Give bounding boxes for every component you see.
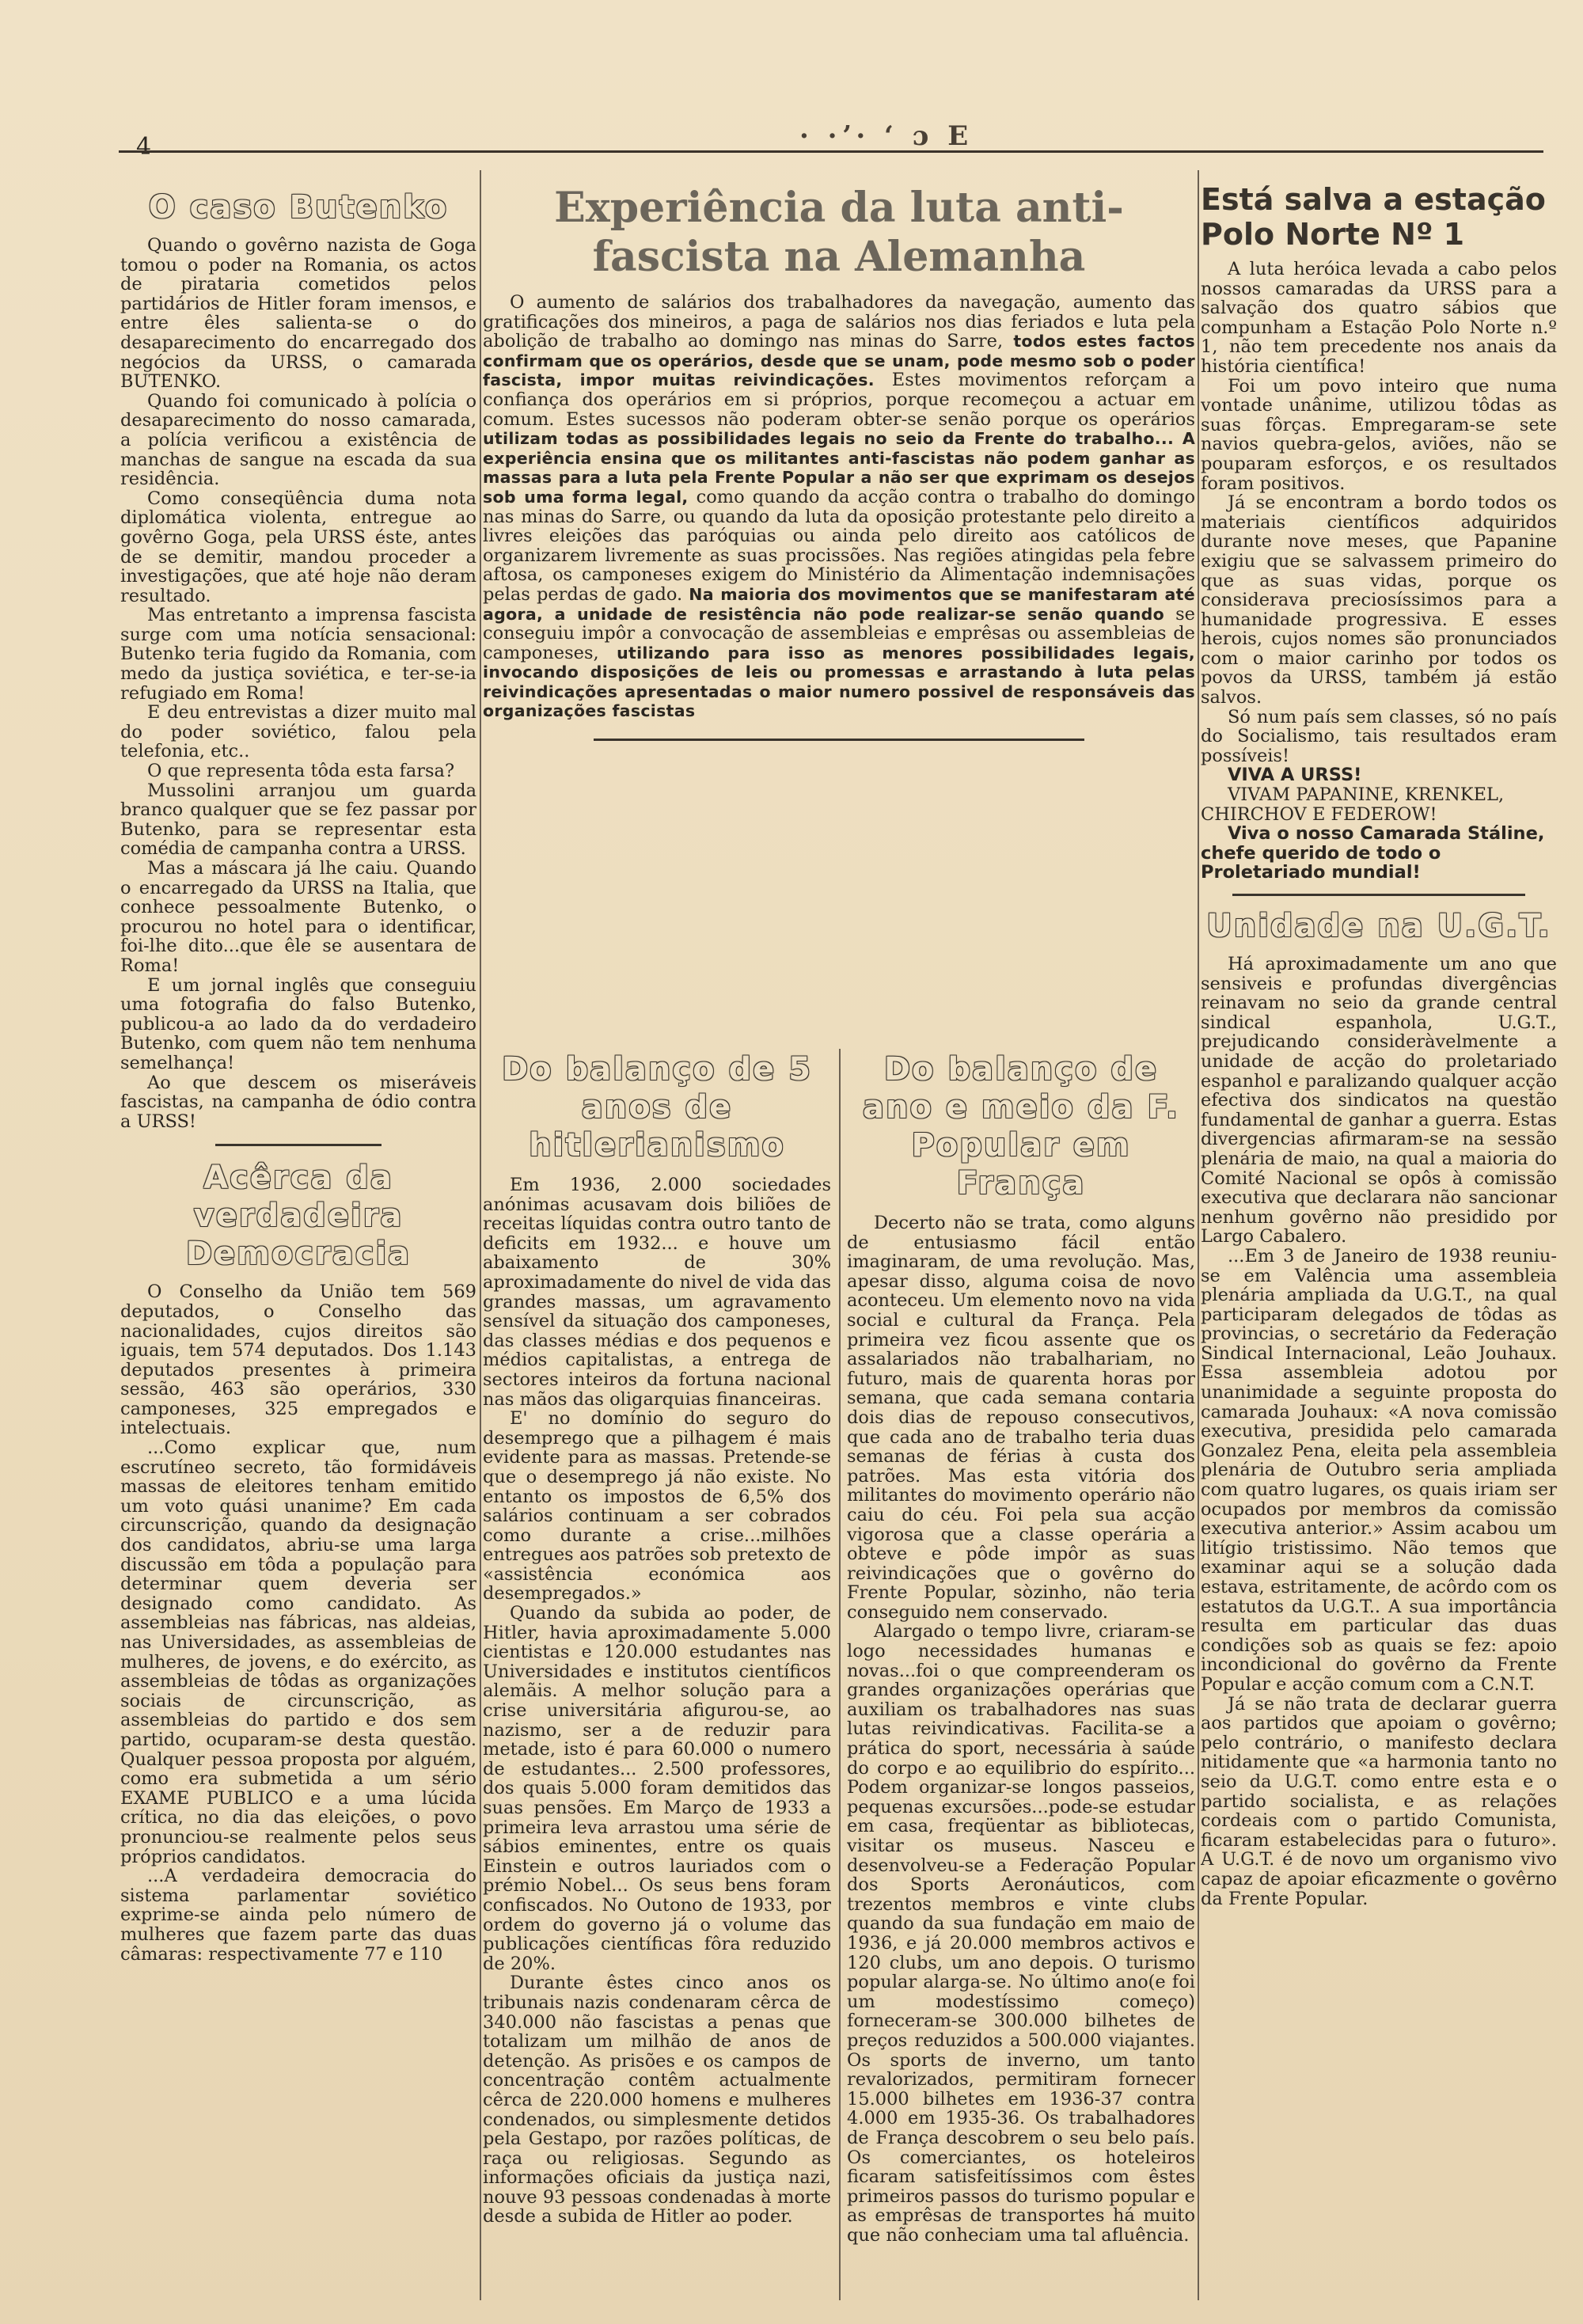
paragraph: Em 1936, 2.000 sociedades anónimas acusavam dois biliões de receitas líquidas contra outro tanto de deficits em 1932... e houve um abaixamento de 30% aproximadamente do nivel de vida das grandes massas, um agravamento sensível da situação dos camponeses, das classes médias e dos pequenos e médios capitalistas, a entrega de sectores inteiros da fortuna nacional nas mãos das oligarquias financeiras. [483,1175,831,1410]
center-subcolumns [483,1049,1195,2300]
article-butenko [120,236,476,1131]
paragraph: Decerto não se trata, como alguns de entusiasmo fácil então imaginaram, de uma revolução. Mas, apesar disso, alguma coisa de novo aconteceu. Um elemento novo na vida social e cultural da França. Pela primeira vez ficou assente que os assalariados não trabalhariam, no futuro, mais de quarenta horas por semana, que cada semana contaria dois dias de repouso consecutivos, que cada ano de trabalho teria duas semanas de férias à custa dos patrões. Mas esta vitória dos militantes do movimento operário não caiu do céu. Foi pela sua acção vigorosa que a classe operária a obteve e pôde impôr as suas reivindicações que o govêrno do Frente Popular, sòzinho, não teria conseguido nem conservado. [847,1213,1195,1623]
paragraph: Quando da subida ao poder, de Hitler, havia aproximadamente 5.000 cientistas e 120.000 estudantes nas Universidades e institutos científicos alemãis. A melhor solução para a crise universitária afigurou-se, ao nazismo, ser a de reduzir para metade, isto é para 60.000 o numero de estudantes... 2.500 professores, dos quais 5.000 foram demitidos das suas pensões. Em Março de 1933 a primeira leva arrastou uma série de sábios eminentes, entre os quais Einstein e outros lauriados com o prémio Nobel... Os seus bens foram confiscados. No Outono de 1933, por ordem do governo já o volume das publicações científicas fôra reduzido de 20%. [483,1603,831,1974]
column-center [483,182,1195,2300]
paragraph: Ao que descem os miseráveis fascistas, na campanha de ódio contra a URSS! [120,1072,476,1132]
section-divider [1232,894,1525,896]
paragraph: Mussolini arranjou um guarda branco qualquer que se fez passar por Butenko, para se representar esta comédia de campanha contra a URSS. [120,780,476,860]
lead-text: se conseguiu impôr a convocação de assembleias e emprêsas ou assembleias de camponeses, [483,603,1195,663]
paragraph: ...Em 3 de Janeiro de 1938 reuniu-se em Valência uma assembleia plenária ampliada da U.G.T., na qual participaram delegados de tôdas as provincias, o secretário da Federação Sindical Internacional, Leão Jouhaux. Essa assembleia adotou por unanimidade a seguinte proposta do camarada Jouhaux: «A nova comissão executiva, presidida pelo camarada Gonzalez Pena, eleita pela assembleia plenária de Outubro seria ampliada com quatro lugares, os quais iriam ser ocupados por membros da comissão executiva anterior.» Assim acabou um litígio tristissimo. Não temos que examinar aqui se a solução dada estava, estritamente, de acôrdo com os estatutos da U.G.T.. A sua importância resulta em particular das duas condições sob as quais se fez: apoio incondicional do govêrno da Frente Popular e acção comum com a C.N.T. [1201,1245,1557,1695]
paragraph: Alargado o tempo livre, criaram-se logo necessidades humanas e novas...foi o que compreenderam os grandes organizações operárias que auxiliam os trabalhadores nas suas lutas reivindicativas. Facilita-se a prática do sport, necessária à saúde do corpo e ao equilibrio do espírito... Podem organizar-se longos passeios, pequenas excursões...pode-se estudar em casa, freqüentar as bibliotecas, visitar os museus. Nasceu e desenvolveu-se a Federação Popular dos Sports Aeronáuticos, com trezentos membros e vinte clubs quando da sua fundação em maio de 1936, e já 20.000 membros activos e 120 clubs, um ano depois. O turismo popular alarga-se. No último ano(e foi um modestíssimo começo) forneceram-se 300.000 bilhetes de preços reduzidos a 500.000 viajantes. Os sports de inverno, um tanto revalorizados, permitiram fornecer 15.000 bilhetes em 1936-37 contra 4.000 em 1935-36. Os trabalhadores de França descobrem o seu belo país. Os comerciantes, os hoteleiros ficaram satisfeitíssimos com êstes primeiros passos do turismo popular e as emprêsas de transportes há muito que não conheciam uma tal afluência. [847,1621,1195,2246]
paragraph: Já se encontram a bordo todos os materiais científicos adquiridos durante nove meses, que Papanine exigiu que se salvassem primeiro do que as suas vidas, porque os considerava preciosíssimos para a humanidade progressiva. E esses herois, cujos nomes são pronunciados com o maior carinho por todos os povos da URSS, também já estão salvos. [1201,492,1557,708]
headline-polo-norte: Está salva a estação Polo Norte Nº 1 [1201,182,1546,252]
paragraph: Mas a máscara já lhe caiu. Quando o encarregado da URSS na Italia, que conhece pessoalmente Butenko, o procurou no hotel para o identificar, foi-lhe dito...que êle se ausentara de Roma! [120,858,476,976]
lead-emphasis: utilizam todas as possibilidades legais no seio da Frente do trabalho... A experiência ensina que os militantes anti-fascistas não podem ganhar as massas para a luta pela Frente Popular a não ser que exprimam os desejos sob uma forma legal, [483,429,1195,507]
headline-butenko: O caso Butenko [148,189,449,226]
page-number: 4 [136,133,152,161]
slogan-staline [1201,824,1557,883]
column-left [120,182,476,2300]
article-polo-norte [1201,260,1557,883]
lead-text: O aumento de salários dos trabalhadores da navegação, aumento das gratificações dos mineiros, a paga de salários nos dias feriados e luta pela abolição de trabalho ao domingo nas minas do Sarre, [483,292,1195,352]
headline-alemanha: Experiência da luta anti-fascista na Alemanha [554,184,1124,281]
paragraph: Foi um povo inteiro que numa vontade unânime, utilizou tôdas as suas fôrças. Empregaram-se sete navios quebra-gelos, aviões, não se pouparam esforços, e os resultados foram positivos. [1201,375,1557,494]
headline-franca: Do balanço de ano e meio da F. Popular em França [862,1051,1180,1202]
paragraph: E' no domínio do seguro do desemprego que a pilhagem é mais evidente para as massas. Pretende-se que o desemprego já não existe. No entanto os impostos de 6,5% dos salários continuam a ser cobrados como durante a crise...milhões entregues aos patrões sob pretexto de «assistência económica aos desempregados.» [483,1408,831,1604]
lead-emphasis: Na maioria dos movimentos que se manifestaram até agora, a unidade de resistência não pode realizar-se senão quando [483,584,1195,624]
headline-hitler: Do balanço de 5 anos de hitlerianismo [501,1051,813,1164]
paragraph: Há aproximadamente um ano que sensiveis e profundas divergências reinavam no seio da grande central sindical espanhola, U.G.T., prejudicando consideràvelmente a unidade de acção do proletariado espanhol e paralizando qualquer acção efectiva dos sindicatos na questão fundamental de ganhar a guerra. Estas divergencias afirmaram-se na sessão plenária de maio, na qual a maioria do Comité Nacional se opôs à comissão executiva que declarara não sancionar nenhum govêrno não presidido por Largo Cabalero. [1201,954,1557,1247]
headline-ugt: Unidade na U.G.T. [1206,908,1551,944]
paragraph: Só num país sem classes, só no país do Socialismo, tais resultados eram possíveis! [1201,706,1557,766]
slogan-urss [1201,765,1557,785]
paragraph: Como conseqüência duma nota diplomática violenta, entregue ao govêrno Goga, pela URSS éste, antes de se demitir, mandou proceder a investigações, que até hoje não deram resultado. [120,488,476,606]
subcolumn-rule [839,1049,841,2300]
article-alemanha-lead [483,293,1195,721]
lead-text: como quando da acção contra o trabalho do domingo nas minas do Sarre, ou quando da luta da oposição protestante pelo direito a livres eleições das paróquias ou ainda pelo direito aos católicos de organizarem livremente as suas procissões. Nas regiões atingidas pela febre aftosa, os camponeses exigem do Ministério da Alimentação indemnisações pelas perdas de gado. [483,486,1195,605]
column-rule-2 [1198,170,1199,2300]
paragraph: ...Como explicar que, num escrutíneo secreto, tão formidáveis massas de eleitores tenham emitido um voto quási unanime? Em cada circunscrição, quando da designação dos candidatos, abriu-se uma larga discussão em tôda a população para determinar quem deveria ser designado como candidato. As assembleias nas fábricas, nas aldeias, nas Universidades, as assembleias de mulheres, de jovens, e do exército, as assembleias de tôdas as organizações sociais de circunscrição, as assembleias do partido e dos sem partido, ocuparam-se desta questão. Qualquer pessoa proposta por alguém, como era submetida a um sério EXAME PUBLICO e a uma lúcida crítica, no dia das eleições, o povo pronunciou-se realmente pelos seus próprios candidatos. [120,1437,476,1867]
header-rule [119,150,1543,153]
paragraph: O que representa tôda esta farsa? [147,761,455,782]
paragraph: A luta heróica levada a cabo pelos nossos camaradas da URSS para a salvação dos quatro sábios que compunham a Estação Polo Norte n.º 1, não tem precedente nos anais da história científica! [1201,259,1557,377]
subcolumn-franca [847,1049,1195,2300]
article-ugt [1201,955,1557,1908]
slogan-text: Viva o nosso Camarada Stáline, chefe querido de todo o Proletariado mundial! [1201,823,1545,883]
paragraph: E deu entrevistas a dizer muito mal do poder soviético, falou pela telefonia, etc.. [120,702,476,762]
subcolumn-hitler [483,1049,831,2300]
lead-emphasis: utilizando para isso as menores possibilidades legais, invocando disposições de leis ou promessas e arrastando à luta pelas reivindicações apresentadas o maior numero possivel de responsáveis das organizações fascistas [483,643,1195,721]
lead-emphasis: todos estes factos confirmam que os operários, desde que se unam, pode mesmo sob o poder fascista, impor muitas reivindicações. [483,332,1195,390]
slogan-text: VIVA A URSS! [1228,765,1362,786]
lead-text: Estes movimentos reforçam a confiança dos operários em si próprios, porque recomeçou a actuar em comum. Estes sucessos não poderam obter-se senão porque os operários [483,370,1195,430]
paragraph: Mas entretanto a imprensa fascista surge com uma notícia sensacional: Butenko teria fugido da Romania, com medo da justiça soviética, e ter-se-ia refugiado em Roma! [120,605,476,704]
paragraph: ...A verdadeira democracia do sistema parlamentar soviético exprime-se ainda pelo número de mulheres que fazem parte das duas câmaras: respectivamente 77 e 110 [120,1866,476,1965]
paragraph: Durante êstes cinco anos os tribunais nazis condenaram cêrca de 340.000 não fascistas a penas que totalizam um milhão de anos de detenção. As prisões e os campos de concentração contêm actualmente cêrca de 220.000 homens e mulheres condenados, ou simplesmente detidos pela Gestapo, por razões políticas, de raça ou religiosas. Segundo as informações oficiais da justiça nazi, nouve 93 pessoas condenadas à morte desde a subida de Hitler ao poder. [483,1973,831,2227]
running-title: · ·ʼ· ʻ ɔ E [799,120,974,152]
column-right [1201,182,1557,2300]
slogan-papanine: VIVAM PAPANINE, KRENKEL, CHIRCHOV E FEDEROW! [1201,784,1505,825]
paragraph: E um jornal inglês que conseguiu uma fotografia do falso Butenko, publicou-a ao lado da do verdadeiro Butenko, com quem não tem nenhuma semelhança! [120,974,476,1073]
paragraph: O Conselho da União tem 569 deputados, o Conselho das nacionalidades, cujos direitos são iguais, tem 574 deputados. Dos 1.143 deputados presentes à primeira sessão, 463 são operários, 330 camponeses, 325 empregados e intelectuais. [120,1282,476,1439]
paragraph: Quando o govêrno nazista de Goga tomou o poder na Romania, os actos de pirataria cometidos pelos partidários de Hitler foram imensos, e entre êles salienta-se o do desaparecimento do encarregado dos negócios da URSS, o camarada BUTENKO. [120,235,476,393]
paragraph: Já se não trata de declarar guerra aos partidos que apoiam o govêrno; pelo contrário, o manifesto declara nitidamente que «a harmonia tanto no seio da U.G.T. como entre esta e o partido socialista, e as relações cordeais com o partido Comunista, ficaram estabelecidas para o futuro». A U.G.T. é de novo um organismo vivo capaz de apoiar eficazmente o govêrno da Frente Popular. [1201,1693,1557,1909]
section-divider [594,739,1084,741]
paragraph: Quando foi comunicado à polícia o desaparecimento do nosso camarada, a polícia verificou a existência de manchas de sangue na escada da sua residência. [120,390,476,490]
headline-democracia: Acêrca da verdadeira Democracia [185,1160,412,1273]
section-divider [215,1144,382,1146]
article-democracia [120,1282,476,1964]
column-rule-1 [480,170,481,2300]
